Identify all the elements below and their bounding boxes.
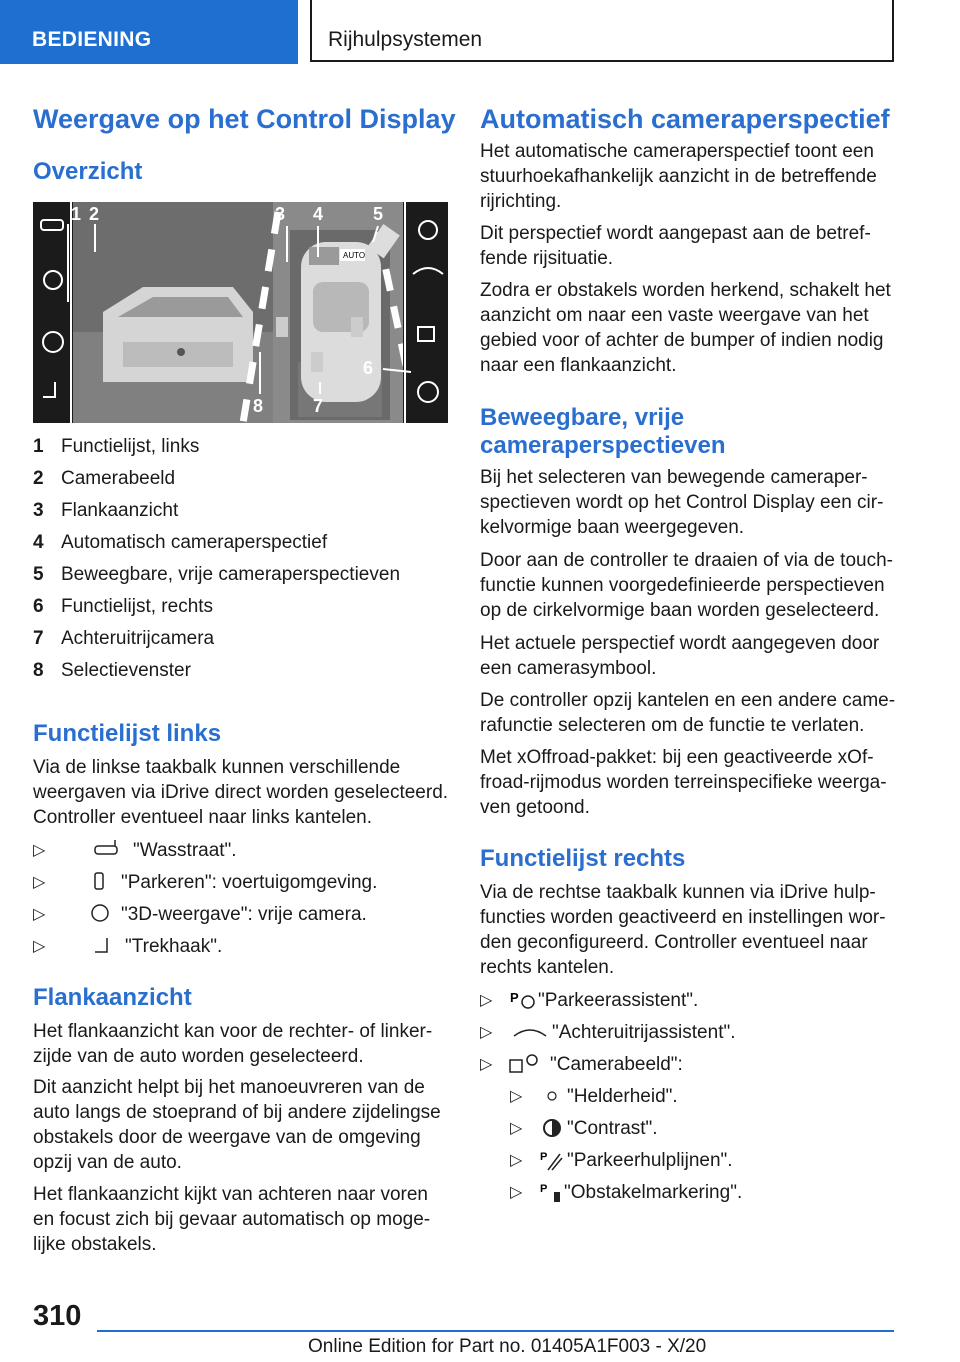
callout-6: 6 <box>363 358 374 378</box>
callout-1: 1 <box>71 204 82 224</box>
brightness-icon <box>540 1084 564 1115</box>
functielijst-rechts-heading: Functielijst rechts <box>480 845 686 872</box>
move-paragraph-2: Door aan de controller te draaien of via de touch-functie kunnen voorgedefinieerde perspectieven op de cirkelvormige baan worden geselecteerd. <box>480 550 893 621</box>
svg-text:P: P <box>540 1183 548 1195</box>
auto-badge: AUTO <box>343 251 366 260</box>
parking-guidelines-icon <box>540 1148 564 1179</box>
chapter-label: Rijhulpsystemen <box>328 28 483 51</box>
callout-8: 8 <box>253 396 264 416</box>
flank-paragraph-1: Het flankaanzicht kan voor de rechter- of linker-zijde van de auto worden geselecteerd. <box>33 1021 433 1067</box>
callout-2: 2 <box>89 204 100 224</box>
obstacle-marking-icon <box>540 1180 564 1211</box>
svg-text:P: P <box>510 990 519 1005</box>
svg-text:P: P <box>540 1151 548 1163</box>
auto-paragraph-2: Dit perspectief wordt aangepast aan de betref-fende rijsituatie. <box>480 223 871 269</box>
flankaanzicht-heading: Flankaanzicht <box>33 984 192 1011</box>
auto-paragraph-3: Zodra er obstakels worden herkend, schakelt het aanzicht om naar een vaste weergave van het gebied voor of achter de bumper of indien nodig naar een flankaanzicht. <box>480 280 891 376</box>
flank-paragraph-2: Dit aanzicht helpt bij het manoeuvreren van de auto langs de stoeprand of bij andere zijdelingse obstakels door de weergave van de omgeving opzij van de auto. <box>33 1077 441 1173</box>
camera-settings-icon <box>508 1052 544 1083</box>
page-title: Weergave op het Control Display <box>33 104 456 134</box>
parking-assistant-icon <box>510 988 540 1019</box>
auto-paragraph-1: Het automatische cameraperspectief toont een stuurhoekafhankelijk aanzicht in de betreffende rijrichting. <box>480 141 877 212</box>
flank-paragraph-3: Het flankaanzicht kijkt van achteren naar voren en focust zich bij gevaar automatisch op moge-lijke obstakels. <box>33 1184 431 1255</box>
move-paragraph-3: Het actuele perspectief wordt aangegeven door een camerasymbool. <box>480 633 880 679</box>
car-wash-icon <box>73 838 123 867</box>
contrast-icon <box>540 1116 564 1147</box>
callout-3: 3 <box>275 204 286 224</box>
3d-view-icon <box>73 902 113 931</box>
edition-text: Online Edition for Part no. 01405A1F003 - X/20 <box>308 1336 707 1357</box>
tow-hitch-icon <box>73 934 117 963</box>
move-paragraph-5: Met xOffroad-pakket: bij een geactiveerde xOf-froad-rijmodus worden terreinspecifieke weerga-ven getoond. <box>480 747 887 818</box>
footer-divider <box>97 1330 894 1332</box>
move-paragraph-1: Bij het selecteren van bewegende cameraper-spectieven wordt op het Control Display een cir-kelvormige baan weergegeven. <box>480 467 884 538</box>
functielijst-links-text: Via de linkse taakbalk kunnen verschillende weergaven via iDrive direct worden geselecteerd. Controller eventueel naar links kantelen. <box>33 757 449 828</box>
move-paragraph-4: De controller opzij kantelen en een andere came-rafunctie selecteren om de functie te verlaten. <box>480 690 896 736</box>
chapter-tab <box>310 0 894 62</box>
section-label: BEDIENING <box>32 28 152 51</box>
auto-perspective-heading: Automatisch cameraperspectief <box>480 104 890 134</box>
callout-5: 5 <box>373 204 384 224</box>
overview-heading: Overzicht <box>33 158 143 185</box>
section-tab <box>0 0 298 64</box>
parking-surround-icon <box>73 870 113 899</box>
callout-4: 4 <box>313 204 324 224</box>
movable-perspectives-heading: Beweegbare, vrije cameraperspectieven <box>480 404 726 459</box>
functielijst-links-heading: Functielijst links <box>33 720 222 747</box>
callout-7: 7 <box>313 396 324 416</box>
camera-display-illustration <box>33 202 448 423</box>
page-number: 310 <box>33 1300 82 1332</box>
functielijst-rechts-text: Via de rechtse taakbalk kunnen via iDrive hulp-functies worden geactiveerd en instellingen wor-den geconfigureerd. Controller eventueel naar rechts kantelen. <box>480 882 886 978</box>
camera-display-figure <box>33 202 448 423</box>
reversing-assistant-icon <box>508 1020 552 1051</box>
